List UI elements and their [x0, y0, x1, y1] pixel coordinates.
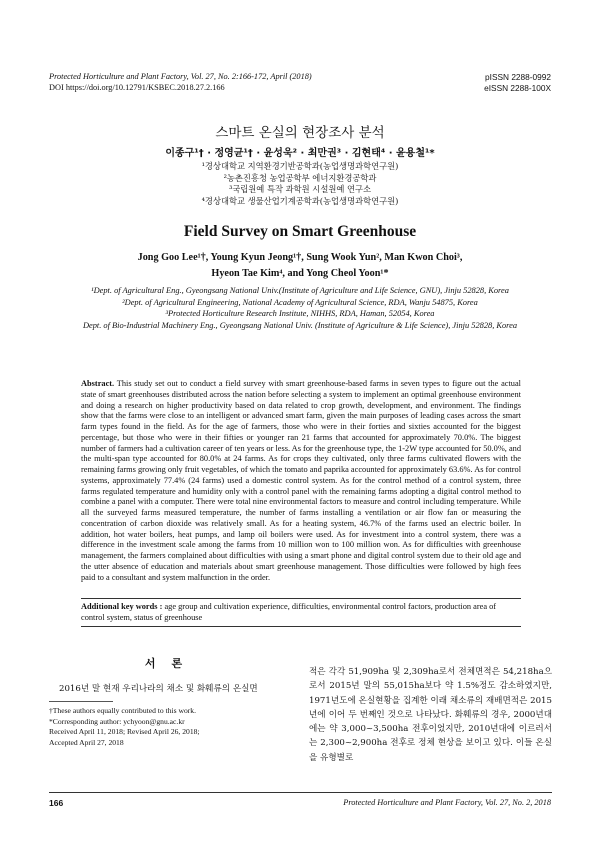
english-affiliation-3: ³Protected Horticulture Research Institute, NIHHS, RDA, Haman, 52054, Korea — [165, 309, 435, 318]
english-affiliation-4: Dept. of Bio-Industrial Machinery Eng., Gyeongsang National Univ. (Institute of Agriculture & Life Science), Jinju 52828, Korea — [82, 320, 518, 330]
footnotes — [49, 706, 200, 748]
doi-link[interactable]: DOI https://doi.org/10.12791/KSBEC.2018.27.2.166 — [49, 83, 225, 92]
korean-affiliation-3: ³국립원예 특작 과학원 시설원예 연구소 — [228, 184, 372, 194]
footnote-accepted: Accepted April 27, 2018 — [49, 737, 124, 747]
footnote-equal-contribution: †These authors equally contributed to this work. — [49, 706, 196, 715]
korean-affiliation-4: ⁴경상대학교 생물산업기계공학과(농업생명과학연구원) — [201, 195, 399, 206]
abstract-text: This study set out to conduct a field survey with smart greenhouse-based farms in seven types to figure out the actual state of smart greenhouses distributed across the nation before selecting a system to implement an optimal greenhouse environment and doing a research on higher productivity based on data related to crop growth, development, and environment. The findings show that the farms were close to an intelligent or advanced smart farm, given the main purposes of leading cases across the smart farm types found in the field. As for the age of farmers, those who were in their forties and sixties accounted for the biggest percentage, but those who were in their fifties or younger ran 21 farms that accounted for approximately 70.0%. The biggest number of farmers had a cultivation career of ten years or less. As for the greenhouse type, the 1-2W type accounted for 50.0%, and the multi-span type accounted for 80.0% at 24 farms. As for crops they cultivated, only three farms cultivated flowers with the remaining farms growing only fruit vegetables, of which the tomato and paprika accounted for approximately 63.6%. As for control systems, approximately 77.4% (24 farms) used a domestic control system. As for the control method of a control system, three farms regulated temperature and humidity only with a control panel with the remaining farms adopting a digital control method to combine a panel with a computer. There were total nine environmental factors to measure and control including temperature. While all the surveyed farms measured temperature, the number of farms installing a ventilation or air flow fan or measuring the concentration of carbon dioxide was relatively small. As for a heating system, 46.7% of the farms used an electric boiler. In addition, hot water boilers, heat pumps, and lamp oil boilers were used. As for investment into a control system, there was a difference in the investment scale among the farms from 10 million won to 100 million won. As for difficulties with greenhouse management, the farmers complained about difficulties with using a smart phone and digital control system due to their old age and the utter absence of education and materials about smart greenhouse management. Those difficulties were followed by high fees paid to a consultant and system malfunction in the order. — [81, 379, 522, 582]
page-number: 166 — [49, 798, 64, 808]
keywords-bottom-rule — [81, 626, 521, 627]
right-column-paragraph: 적은 각각 51,909ha 및 2,309ha로서 전체면적은 54,218ha으로서 2015년 말의 55,015ha보다 약 1.5%정도 감소하였지만, 1971년도에 온실현황을 집계한 이래 채소류의 재배면적은 2015년에 이어 두 번째인 것으로 나타났다. 화훼류의 경우, 2000년대에는 약 3,000~3,500ha 전후이었지만, 2010년대에 이르러서는 2,300~2,900ha 전후로 정체 현상을 보이고 있다. 이들 온실을 유형별로 — [309, 667, 552, 763]
eissn: eISSN 2288-100X — [484, 83, 551, 93]
keywords-heading: Additional key words : — [81, 602, 163, 611]
journal-citation: Protected Horticulture and Plant Factory, Vol. 27, No. 2:166-172, April (2018) — [49, 72, 312, 81]
abstract-heading: Abstract. — [81, 379, 115, 388]
left-column-paragraph: 2016년 말 현재 우리나라의 채소 및 화훼류의 온실면 — [59, 684, 258, 694]
keywords — [81, 602, 521, 624]
footnote-received: Received April 11, 2018; Revised April 26, 2018; — [49, 727, 200, 736]
keywords-text: age group and cultivation experience, difficulties, environmental control factors, production area of control system, status of greenhouse — [81, 602, 497, 622]
keywords-top-rule — [81, 598, 521, 599]
korean-title: 스마트 온실의 현장조사 분석 — [215, 125, 385, 141]
footer-journal: Protected Horticulture and Plant Factory, Vol. 27, No. 2, 2018 — [343, 798, 551, 807]
english-authors-line-1: Jong Goo Lee¹†, Young Kyun Jeong¹†, Sung Wook Yun², Man Kwon Choi³, — [137, 252, 463, 263]
english-affiliation-1: ¹Dept. of Agricultural Eng., Gyeongsang National Univ.(Institute of Agriculture and Life Science, GNU), Jinju 52828, Korea — [91, 286, 509, 295]
footnote-rule — [49, 701, 113, 702]
korean-affiliation-1: ¹경상대학교 지역환경기반공학과(농업생명과학연구원) — [201, 161, 399, 171]
english-title: Field Survey on Smart Greenhouse — [183, 223, 417, 240]
abstract — [81, 379, 521, 583]
footnote-corresponding-author: *Corresponding author: ychyoon@gnu.ac.kr — [49, 716, 185, 726]
section-heading-introduction: 서론 — [144, 657, 199, 670]
korean-authors: 이종구¹† · 정영균¹† · 윤성욱² · 최만권³ · 김현태⁴ · 윤용철¹* — [165, 148, 435, 159]
footer-rule — [49, 792, 552, 793]
english-authors-line-2: Hyeon Tae Kim⁴, and Yong Cheol Yoon¹* — [211, 268, 389, 279]
pissn: pISSN 2288-0992 — [485, 72, 551, 82]
korean-affiliation-2: ²농촌진흥청 농업공학부 에너지환경공학과 — [223, 172, 377, 183]
english-affiliation-2: ²Dept. of Agricultural Engineering, National Academy of Agricultural Science, RDA, Wanju 54875, Korea — [122, 297, 478, 307]
